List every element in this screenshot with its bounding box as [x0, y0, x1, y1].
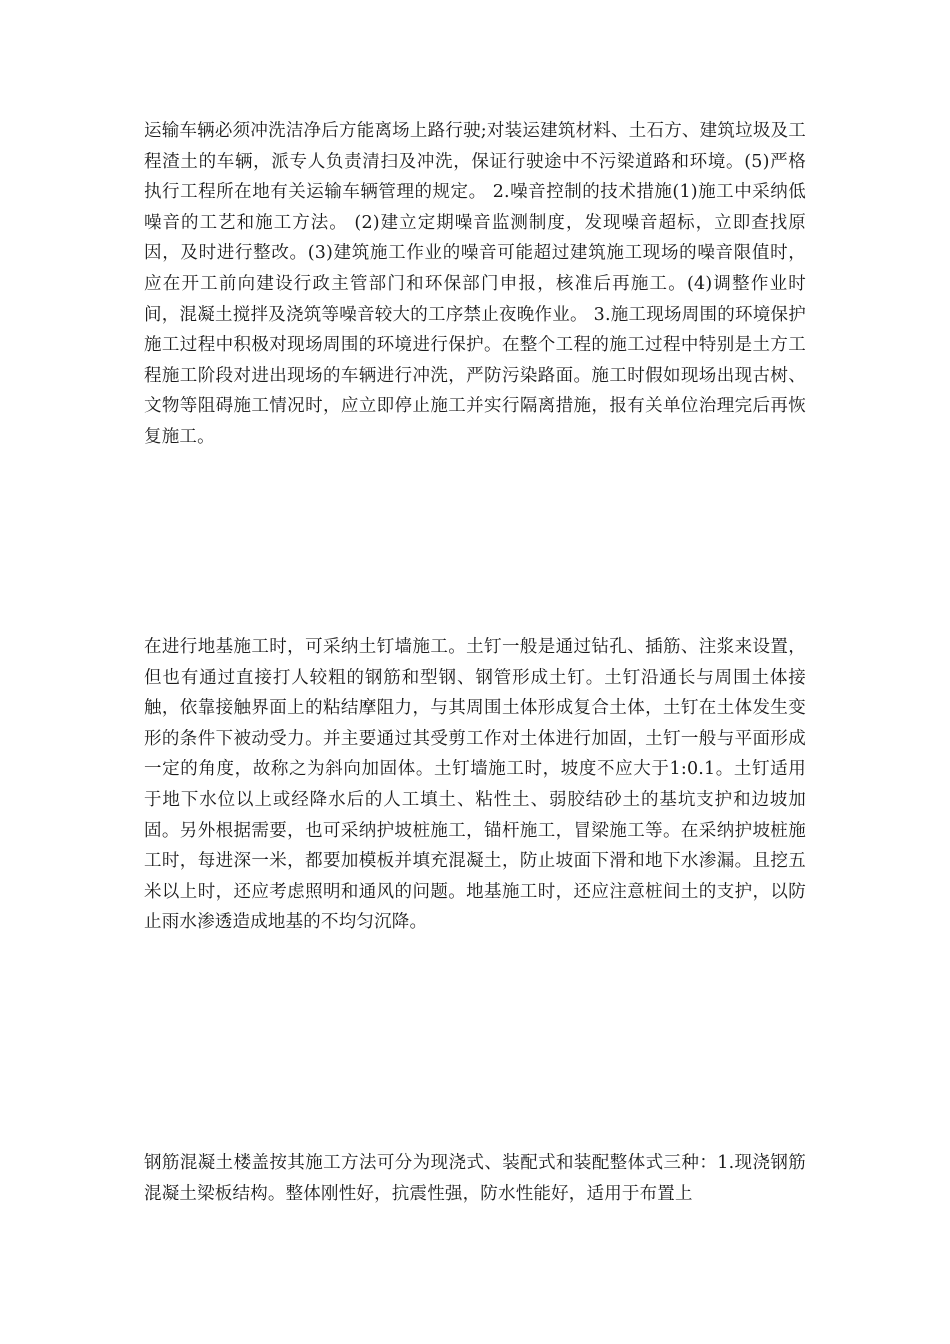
paragraph-floor-slab: 钢筋混凝土楼盖按其施工方法可分为现浇式、装配式和装配整体式三种：1.现浇钢筋混凝土梁板结构。整体刚性好，抗震性强，防水性能好，适用于布置上 — [144, 1153, 806, 1204]
paragraph-foundation-construction: 在进行地基施工时，可采纳土钉墙施工。土钉一般是通过钻孔、插筋、注浆来设置，但也有通过直接打人较粗的钢筋和型钢、钢管形成土钉。土钉沿通长与周围土体接触，依靠接触界面上的粘结摩阻力，与其周围土体形成复合土体，土钉在土体发生变形的条件下被动受力。并主要通过其受剪工作对土体进行加固，土钉一般与平面形成一定的角度，故称之为斜向加固体。土钉墙施工时，坡度不应大于1:0.1。土钉适用于地下水位以上或经降水后的人工填土、粘性土、弱胶结砂土的基坑支护和边坡加固。另外根据需要，也可采纳护坡桩施工，锚杆施工，冒梁施工等。在采纳护坡桩施工时，每进深一米，都要加模板并填充混凝土，防止坡面下滑和地下水渗漏。且挖五米以上时，还应考虑照明和通风的问题。地基施工时，还应注意桩间土的支护，以防止雨水渗透造成地基的不均匀沉降。 — [144, 637, 806, 933]
paragraph-environmental-protection: 运输车辆必须冲洗洁净后方能离场上路行驶;对装运建筑材料、土石方、建筑垃圾及工程渣土的车辆，派专人负责清扫及冲洗，保证行驶途中不污梁道路和环境。(5)严格执行工程所在地有关运输车辆管理的规定。 2.噪音控制的技术措施(1)施工中采纳低噪音的工艺和施工方法。 (2)建立定期噪音监测制度，发现噪音超标，立即查找原因，及时进行整改。(3)建筑施工作业的噪音可能超过建筑施工现场的噪音限值时，应在开工前向建设行政主管部门和环保部门申报，核准后再施工。(4)调整作业时间，混凝土搅拌及浇筑等噪音较大的工序禁止夜晚作业。 3.施工现场周围的环境保护施工过程中积极对现场周围的环境进行保护。在整个工程的施工过程中特别是土方工程施工阶段对进出现场的车辆进行冲洗，严防污染路面。施工时假如现场出现古树、文物等阻碍施工情况时，应立即停止施工并实行隔离措施，报有关单位治理完后再恢复施工。 — [144, 121, 806, 447]
